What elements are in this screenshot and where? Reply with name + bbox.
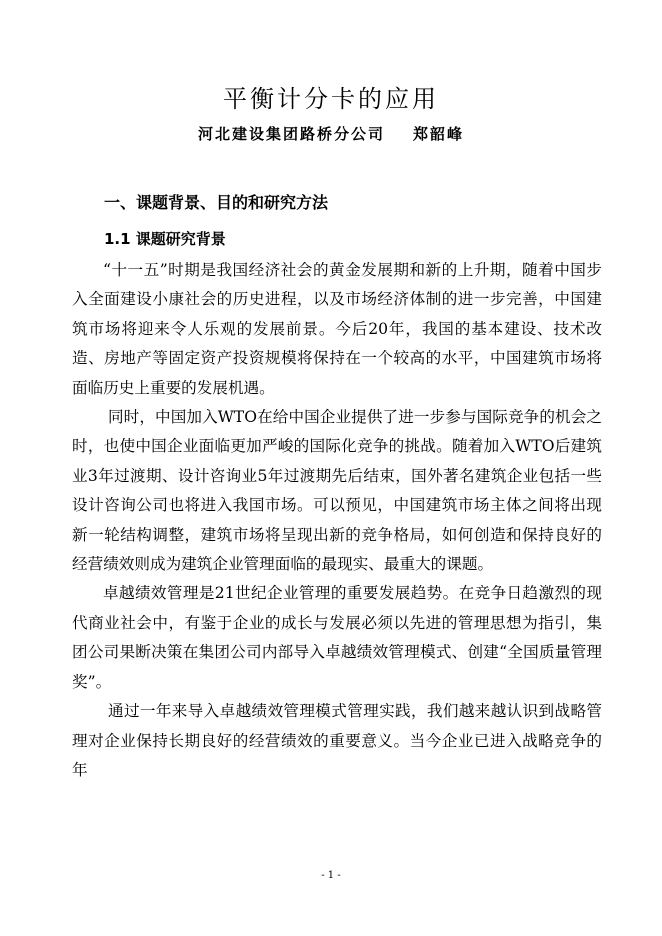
author-name: 郑韶峰	[413, 125, 465, 143]
author-line	[0, 124, 662, 144]
section-heading: 一、课题背景、目的和研究方法	[104, 193, 329, 212]
paragraph: 同时，中国加入WTO在给中国企业提供了进一步参与国际竞争的机会之时，也使中国企业面临更加严峻的国际化竞争的挑战。随着加入WTO后建筑业3年过渡期、设计咨询业5年过渡期先后结束，国外著名建筑企业包括一些设计咨询公司也将进入我国市场。可以预见，中国建筑市场主体之间将出现新一轮结构调整，建筑市场将呈现出新的竞争格局，如何创造和保持良好的经营绩效则成为建筑企业管理面临的最现实、最重大的课题。	[72, 408, 602, 574]
page-number: - 1 -	[321, 870, 341, 881]
body-text	[72, 256, 602, 785]
paragraph: “十一五”时期是我国经济社会的黄金发展期和新的上升期，随着中国步入全面建设小康社会的历史进程，以及市场经济体制的进一步完善，中国建筑市场将迎来令人乐观的发展前景。今后20年，我国的基本建设、技术改造、房地产等固定资产投资规模将保持在一个较高的水平，中国建筑市场将面临历史上重要的发展机遇。	[72, 261, 602, 397]
subsection-heading: 1.1 课题研究背景	[104, 230, 226, 248]
author-organization: 河北建设集团路桥分公司	[197, 125, 385, 143]
paragraph: 通过一年来导入卓越绩效管理模式管理实践，我们越来越认识到战略管理对企业保持长期良好的经营绩效的重要意义。当今企业已进入战略竞争的年	[72, 702, 602, 779]
paragraph: 卓越绩效管理是21世纪企业管理的重要发展趋势。在竞争日趋激烈的现代商业社会中，有鉴于企业的成长与发展必须以先进的管理思想为指引，集团公司果断决策在集团公司内部导入卓越绩效管理模式、创建“全国质量管理奖”。	[72, 584, 602, 691]
document-title: 平衡计分卡的应用	[223, 85, 439, 113]
